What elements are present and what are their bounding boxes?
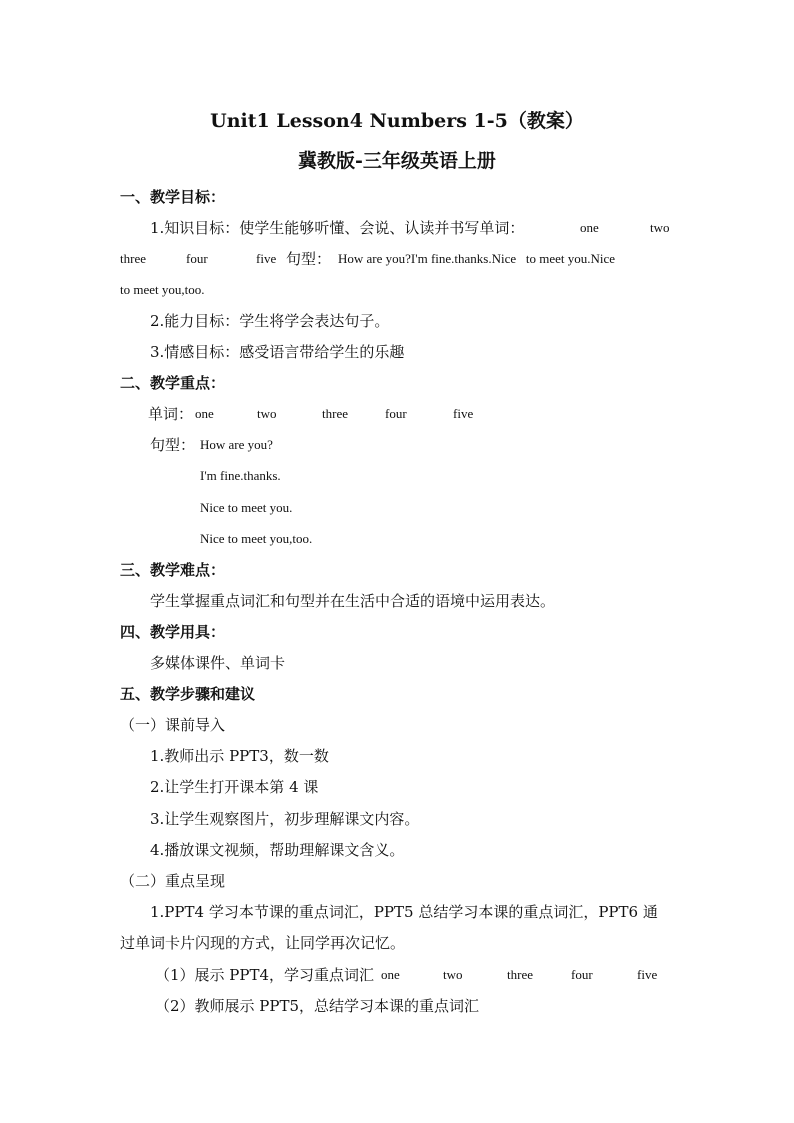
presentation-paragraph-line: 1.PPT4 学习本节课的重点词汇，PPT5 总结学习本课的重点词汇，PPT6 通	[150, 903, 658, 921]
step-item: 1.教师出示 PPT3，数一数	[150, 747, 329, 765]
key-word: three	[322, 406, 348, 421]
materials-text: 多媒体课件、单词卡	[150, 654, 286, 672]
goal-1-word: four	[186, 251, 208, 266]
section-heading-materials: 四、教学用具：	[120, 623, 226, 641]
presentation-word: two	[443, 967, 463, 982]
document-title: Unit1 Lesson4 Numbers 1-5（教案）	[210, 110, 584, 132]
goal-2: 2.能力目标：学生将学会表达句子。	[150, 312, 390, 330]
key-word: four	[385, 406, 407, 421]
subsection-warmup: （一）课前导入	[120, 716, 226, 734]
step-item: 3.让学生观察图片，初步理解课文内容。	[150, 810, 420, 828]
presentation-word: four	[571, 967, 593, 982]
goal-1-label: 1.知识目标：使学生能够听懂、会说、认读并书写单词：	[150, 219, 525, 237]
presentation-word: three	[507, 967, 533, 982]
goal-1-pattern-text: How are you?I'm fine.thanks.Nice to meet you.Nice	[338, 251, 616, 266]
presentation-word: five	[637, 967, 658, 982]
goal-1-word: three	[120, 251, 146, 266]
goal-3: 3.情感目标：感受语言带给学生的乐趣	[150, 343, 405, 361]
key-pattern: I'm fine.thanks.	[200, 468, 281, 483]
section-heading-difficulties: 三、教学难点：	[120, 561, 226, 579]
subsection-presentation: （二）重点呈现	[120, 872, 226, 890]
section-heading-key-points: 二、教学重点：	[120, 374, 226, 392]
document-subtitle: 冀教版-三年级英语上册	[298, 150, 496, 172]
key-pattern: Nice to meet you.	[200, 500, 293, 515]
goal-1-word: two	[650, 220, 670, 235]
key-words-label: 单词：	[148, 405, 194, 423]
goal-1-word: one	[580, 220, 599, 235]
step-item: 4.播放课文视频，帮助理解课文含义。	[150, 841, 405, 859]
section-heading-steps: 五、教学步骤和建议	[120, 685, 256, 703]
key-patterns-label: 句型：	[150, 436, 196, 454]
section-heading-objectives: 一、教学目标：	[120, 188, 226, 206]
step-item: 2.让学生打开课本第 4 课	[150, 778, 319, 796]
key-word: two	[257, 406, 277, 421]
goal-1-word: five	[256, 251, 277, 266]
presentation-word: one	[381, 967, 400, 982]
presentation-paragraph-line: 过单词卡片闪现的方式，让同学再次记忆。	[120, 934, 406, 952]
presentation-item-1: （1）展示 PPT4，学习重点词汇	[155, 966, 375, 984]
presentation-item-2: （2）教师展示 PPT5，总结学习本课的重点词汇	[155, 997, 480, 1015]
key-word: five	[453, 406, 474, 421]
key-pattern: How are you?	[200, 437, 273, 452]
goal-1-pattern-label: 句型：	[286, 250, 332, 268]
difficulties-text: 学生掌握重点词汇和句型并在生活中合适的语境中运用表达。	[150, 592, 556, 610]
goal-1-pattern-continued: to meet you,too.	[120, 282, 205, 297]
key-word: one	[195, 406, 214, 421]
key-pattern: Nice to meet you,too.	[200, 531, 313, 546]
